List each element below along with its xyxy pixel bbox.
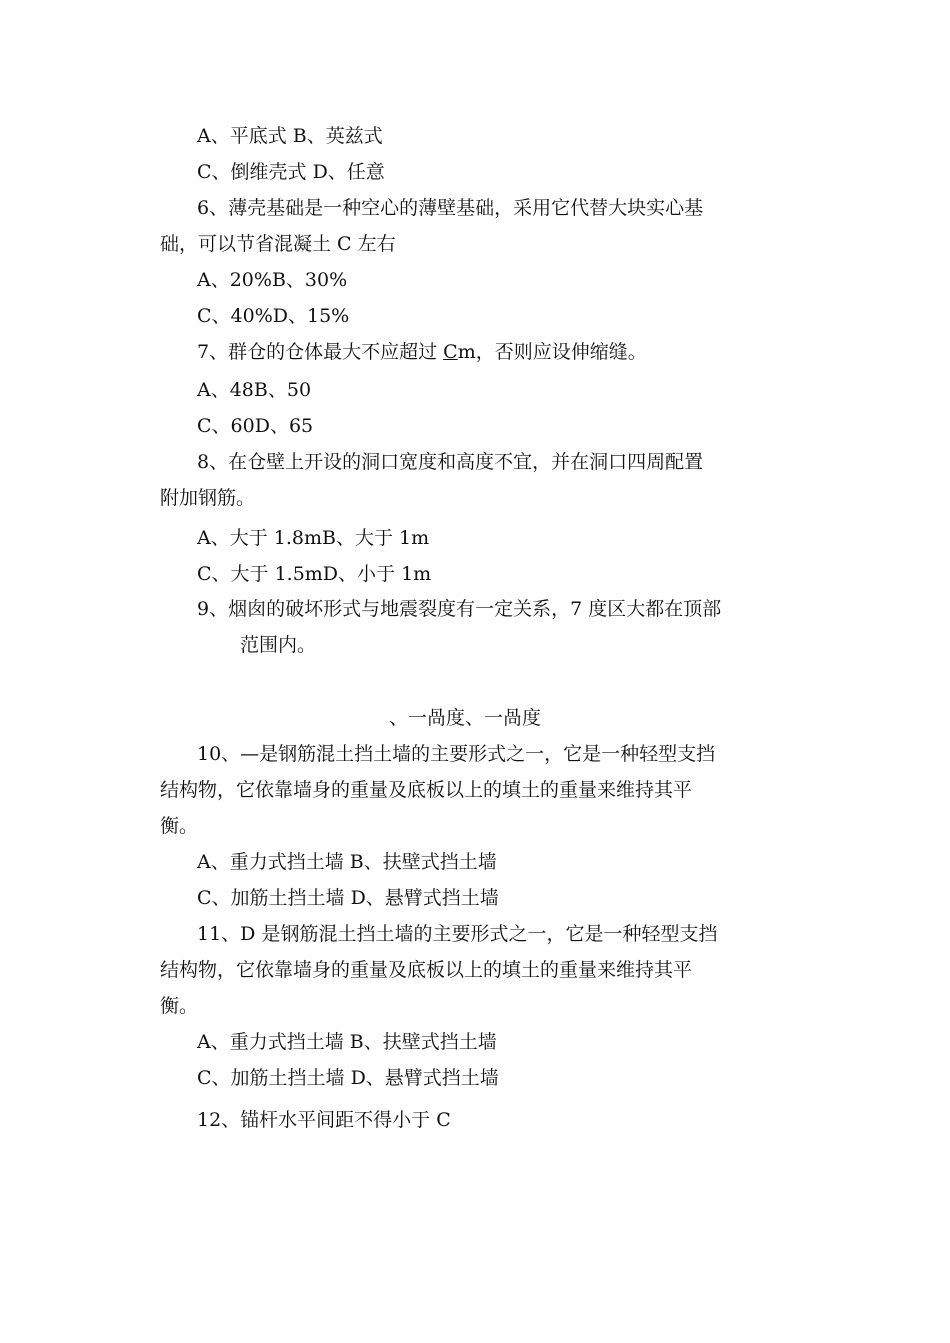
q7-text-prefix: 7、群仓的仓体最大不应超过 bbox=[197, 341, 444, 363]
q10-options-ab: A、重力式挡土墙 B、扶壁式挡土墙 bbox=[197, 851, 497, 873]
q11-text-line3: 衡。 bbox=[160, 995, 199, 1017]
q6-text-line1: 6、薄壳基础是一种空心的薄壁基础，采用它代替大块实心基 bbox=[197, 197, 704, 219]
q10-text-line3: 衡。 bbox=[160, 815, 199, 837]
q7-answer: C bbox=[443, 341, 458, 363]
q5-options-ab: A、平底式 B、英兹式 bbox=[197, 125, 383, 147]
q5-options-cd: C、倒维壳式 D、任意 bbox=[197, 161, 385, 183]
q7-text bbox=[197, 340, 647, 364]
q11-options-ab: A、重力式挡土墙 B、扶壁式挡土墙 bbox=[197, 1031, 497, 1053]
q6-options-ab: A、20%B、30% bbox=[197, 269, 348, 291]
q11-options-cd: C、加筋土挡土墙 D、悬臂式挡土墙 bbox=[197, 1067, 499, 1089]
q8-options-ab: A、大于 1.8mB、大于 1m bbox=[197, 527, 430, 549]
q11-text-line2: 结构物，它依靠墙身的重量及底板以上的填土的重量来维持其平 bbox=[160, 959, 693, 981]
q8-text-line2: 附加钢筋。 bbox=[160, 487, 256, 509]
q7-options-ab: A、48B、50 bbox=[197, 379, 312, 401]
q9-text-line2: 范围内。 bbox=[240, 634, 317, 656]
q6-options-cd: C、40%D、15% bbox=[197, 305, 350, 327]
q10-text-line1: 10、—是钢筋混土挡土墙的主要形式之一，它是一种轻型支挡 bbox=[197, 743, 716, 765]
q9-text-line1: 9、烟囱的破坏形式与地震裂度有一定关系，7 度区大都在顶部 bbox=[197, 598, 722, 620]
q7-text-suffix: m，否则应设伸缩缝。 bbox=[457, 341, 647, 363]
q10-options-cd: C、加筋土挡土墙 D、悬臂式挡土墙 bbox=[197, 887, 499, 909]
q6-text-line2: 础，可以节省混凝土 C 左右 bbox=[160, 233, 396, 255]
q10-text-line2: 结构物，它依靠墙身的重量及底板以上的填土的重量来维持其平 bbox=[160, 779, 693, 801]
q11-text-line1: 11、D 是钢筋混土挡土墙的主要形式之一，它是一种轻型支挡 bbox=[197, 923, 718, 945]
q8-text-line1: 8、在仓壁上开设的洞口宽度和高度不宜，并在洞口四周配置 bbox=[197, 451, 704, 473]
q8-options-cd: C、大于 1.5mD、小于 1m bbox=[197, 563, 432, 585]
q7-options-cd: C、60D、65 bbox=[197, 415, 314, 437]
q12-text: 12、锚杆水平间距不得小于 C bbox=[197, 1109, 451, 1131]
q9-options: 、一咼度、一咼度 bbox=[389, 707, 542, 729]
